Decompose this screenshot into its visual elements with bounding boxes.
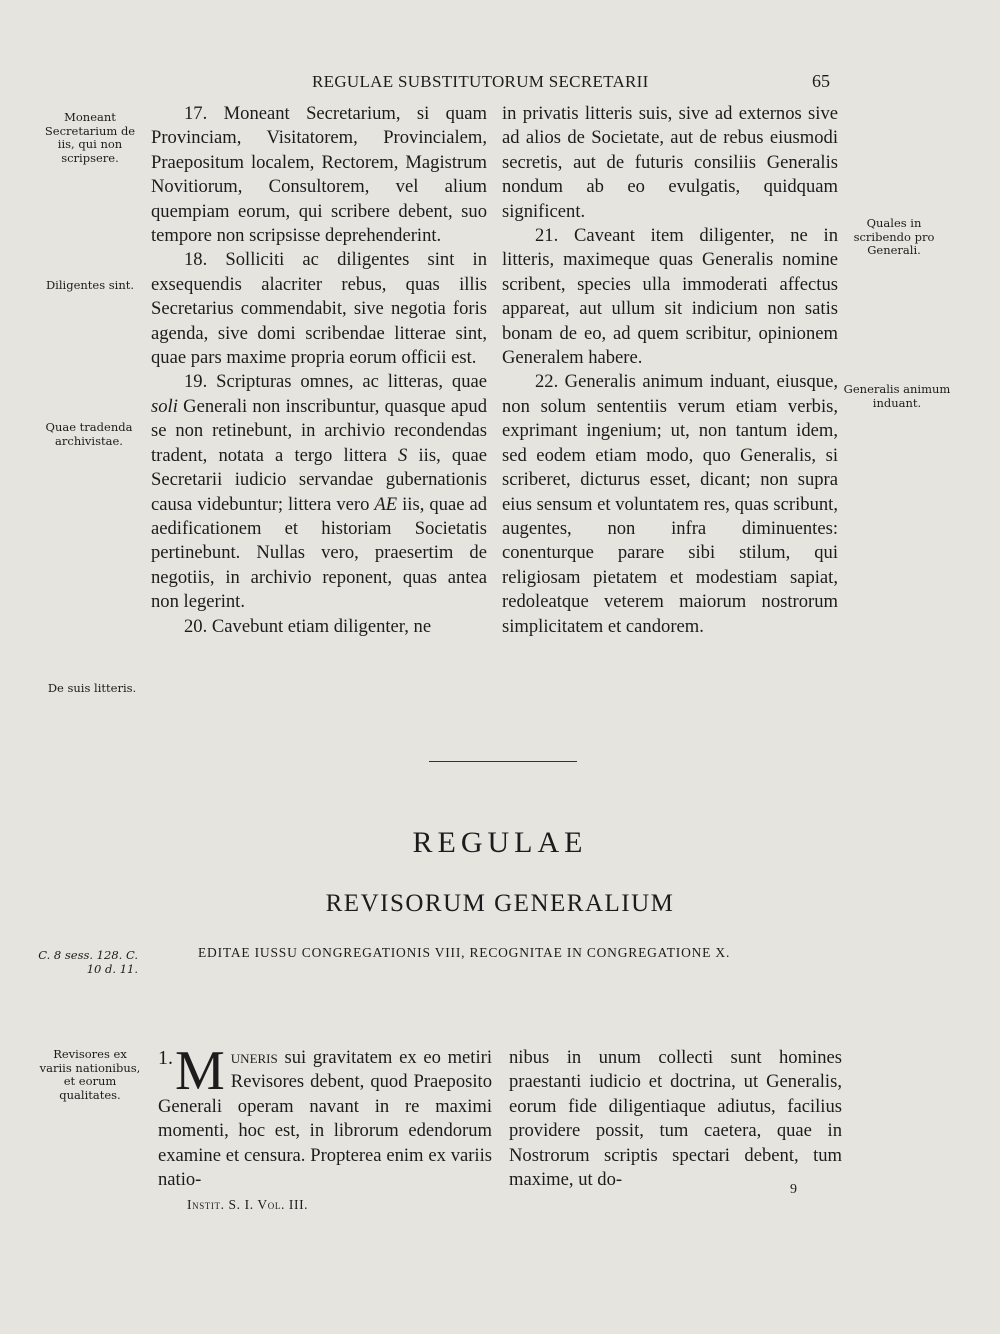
margin-note-animum: Generalis animum induant. xyxy=(843,382,951,410)
drop-cap: M xyxy=(175,1040,225,1102)
paragraph-17: 17. Moneant Secretarium, si quam Provinciam, Visitatorem, Provincialem, Praepositum localem, Rectorem, Magistrum Novitiorum, Consultorem, vel alium quempiam eorum, qui scribere debent, suo tempore non scripsisse deprehenderint. xyxy=(151,103,487,247)
left-column xyxy=(151,102,487,639)
bottom-right-column xyxy=(509,1046,842,1192)
margin-note-tradenda: Quae tradenda archivistae. xyxy=(45,420,133,448)
bottom-left-column xyxy=(158,1040,492,1192)
paragraph-19: 19. Scripturas omnes, ac litteras, quae soli Generali non inscribuntur, quasque apud se non retinebunt, in archivio recondendas tradent, notata a tergo littera S iis, quae Secretarii iudicio servandae gubernationis causa videbuntur; littera vero AE iis, quae ad aedificationem et historiam Societatis pertinebunt. Nullas vero, praesertim de negotiis, in archivio reponent, quas antea non legerint. xyxy=(151,371,488,613)
section-divider xyxy=(429,761,577,762)
right-column xyxy=(502,102,838,639)
margin-note-de-suis: De suis litteris. xyxy=(47,681,137,695)
running-title: REGULAE SUBSTITUTORUM SECRETARII xyxy=(312,72,649,91)
margin-note-quales: Quales in scribendo pro Generali. xyxy=(853,216,935,257)
paragraph-20-continued: in privatis litteris suis, sive ad externos sive ad alios de Societate, aut de rebus eiusmodi secretis, aut de futuris consiliis Generalis nondum ab eo evulgatis, quidquam significent. xyxy=(502,103,838,222)
section-edition-note: EDITAE IUSSU CONGREGATIONIS VIII, RECOGNITAE IN CONGREGATIONE X. xyxy=(198,945,731,960)
section-title: REGULAE xyxy=(412,826,588,859)
paragraph-1-continued: nibus in unum collecti sunt homines praestanti iudicio et doctrina, ut Generalis, eorum fide diligentiaque adiutus, facilius providere possit, tum caetera, quae in Nostrorum scriptis spectari debent, tum maxime, ut do- xyxy=(509,1047,842,1191)
paragraph-20-start: 20. Cavebunt etiam diligenter, ne xyxy=(184,615,432,637)
page-number: 65 xyxy=(812,71,830,91)
volume-signature: Instit. S. I. Vol. III. xyxy=(187,1197,309,1212)
paragraph-number: 1. xyxy=(158,1047,173,1069)
paragraph-22: 22. Generalis animum induant, eiusque, non solum sententiis verum etiam verbis, exprimant ingenium; ut, non tantum idem, sed eodem etiam modo, quo Generalis, si scriberet, dicturus esset, dicant; non supra eius sensum et voluntatem res, quas scribunt, augentes, non infra diminuentes: conenturque parare sibi stilum, qui religiosam pietatem et modestiam sapiat, redoleatque veterem maiorum nostrorum simplicitatem et candorem. xyxy=(502,371,838,637)
margin-note-revisores: Revisores ex variis nationibus, et eorum qualitates. xyxy=(39,1047,141,1102)
margin-note-moneant: Moneant Secretarium de iis, qui non scripsere. xyxy=(44,110,136,165)
margin-note-congregation-ref: C. 8 sess. 128. C. 10 d. 11. xyxy=(38,948,138,976)
section-subtitle: REVISORUM GENERALIUM xyxy=(325,890,675,917)
paragraph-18: 18. Solliciti ac diligentes sint in exsequendis alacriter rebus, quas illis Secretarius commendabit, sive negotia foris agenda, sive domi scribendae litterae sint, quae pars maxime propria eorum officii est. xyxy=(151,249,487,369)
sheet-number: 9 xyxy=(790,1182,797,1197)
paragraph-21: 21. Caveant item diligenter, ne in litteris, maximeque quas Generalis nomine scribent, species ulla immoderati affectus appareat, aut ullum sit indicium non satis bonam de eo, ad quem scribitur, opinionem Generalem habere. xyxy=(502,225,838,369)
margin-note-diligentes: Diligentes sint. xyxy=(45,278,135,292)
paragraph-1: 1. M uneris sui gravitatem ex eo metiri Revisores debent, quod Praeposito Generali operam navant in re maximi momenti, hoc est, in librorum edendorum examine et censura. Propterea enim ex variis natio- xyxy=(158,1040,492,1191)
